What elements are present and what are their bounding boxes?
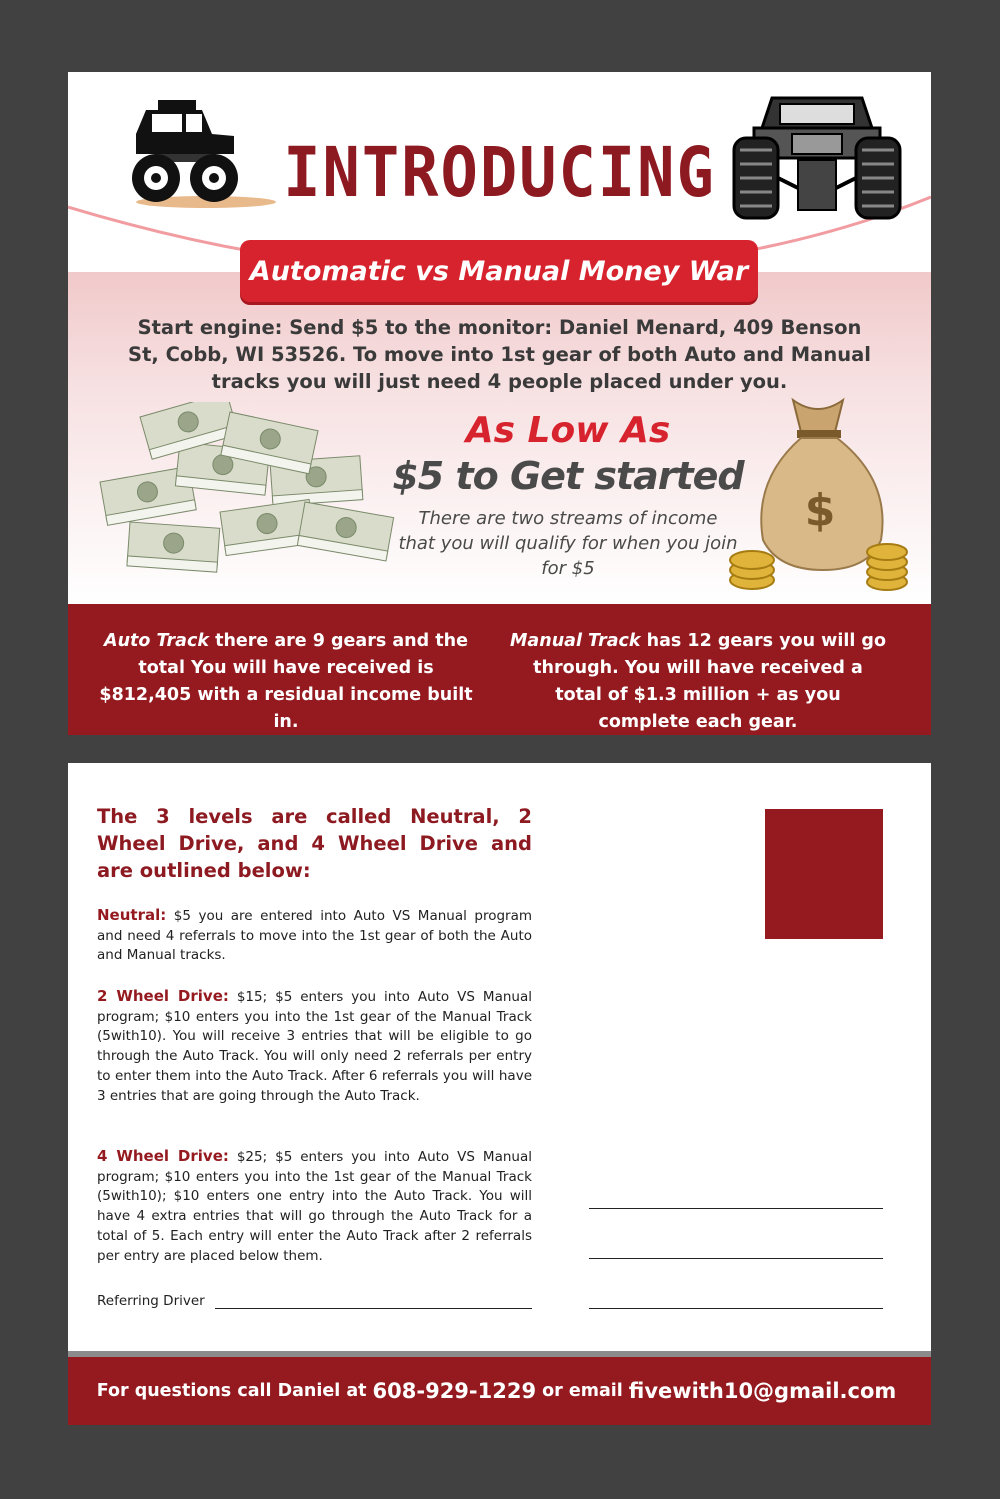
as-low-as-heading: As Low As [465, 410, 671, 451]
footer-phone: 608-929-1229 [372, 1379, 537, 1403]
neutral-label: Neutral: [97, 906, 167, 924]
auto-track-body: there are 9 gears and the total You will have received is $812,405 with a residual income built in. [99, 631, 473, 732]
postcard-front [68, 72, 931, 735]
four-wheel-label: 4 Wheel Drive: [97, 1147, 229, 1165]
front-footer [68, 604, 931, 735]
streams-text: There are two streams of income that you will qualify for when you join for $5 [398, 508, 738, 579]
four-wheel-paragraph [97, 1147, 532, 1266]
cash-stack-icon [80, 402, 410, 592]
manual-track-body: has 12 gears you will go through. You will have received a total of $1.3 million + as you complete each gear. [533, 631, 886, 732]
address-line-3 [589, 1308, 883, 1309]
contact-footer [68, 1351, 931, 1425]
manual-track-label: Manual Track [510, 631, 641, 651]
auto-track-text [96, 628, 476, 735]
four-wheel-text: $25; $5 enters you into Auto VS Manual program; $10 enters you into the 1st gear of the Manual Track (5with10); $10 enters one entry into the Auto Track. You will have 4 extra entries that will go through the Auto Track for a total of 5. Each entry will enter the Auto Track after 2 referrals per entry are placed below them. [97, 1149, 532, 1264]
gold-coins-icon [722, 520, 912, 600]
neutral-paragraph [97, 906, 532, 966]
monster-truck-front-icon [732, 88, 902, 238]
footer-prefix: For questions call Daniel at [96, 1381, 367, 1401]
two-wheel-label: 2 Wheel Drive: [97, 987, 229, 1005]
footer-email: fivewith10@gmail.com [628, 1379, 897, 1403]
intro-text: Start engine: Send $5 to the monitor: Daniel Menard, 409 Benson St, Cobb, WI 53526. To move into 1st gear of both Auto and Manual tracks you will just need 4 people placed under you. [128, 316, 871, 393]
stamp-box [765, 809, 883, 939]
neutral-text: $5 you are entered into Auto VS Manual program and need 4 referrals to move into the 1st gear of both the Auto and Manual tracks. [97, 908, 532, 964]
five-dollars-heading: $5 to Get started [392, 454, 744, 498]
postcard-back [68, 763, 931, 1425]
referring-driver-line [215, 1308, 532, 1309]
auto-track-label: Auto Track [104, 631, 209, 651]
footer-middle: or email [542, 1381, 623, 1401]
money-bag-symbol: $ [804, 485, 836, 536]
manual-track-text [508, 628, 888, 735]
two-wheel-text: $15; $5 enters you into Auto VS Manual program; $10 enters you into the 1st gear of the Manual Track (5with10). You will receive 3 entries that will be eligible to go through the Auto Track. You will only need 2 referrals per entry to enter them into the Auto Track. After 6 referrals you will have 3 entries that are going through the Auto Track. [97, 989, 532, 1104]
banner-title: Automatic vs Manual Money War [240, 240, 758, 302]
two-wheel-paragraph [97, 987, 532, 1106]
address-line-2 [589, 1258, 883, 1259]
address-line-1 [589, 1208, 883, 1209]
referring-driver-label: Referring Driver [97, 1293, 205, 1309]
headline: INTRODUCING [283, 132, 716, 213]
levels-title: The 3 levels are called Neutral, 2 Wheel Drive, and 4 Wheel Drive and are outlined below: [97, 805, 532, 882]
